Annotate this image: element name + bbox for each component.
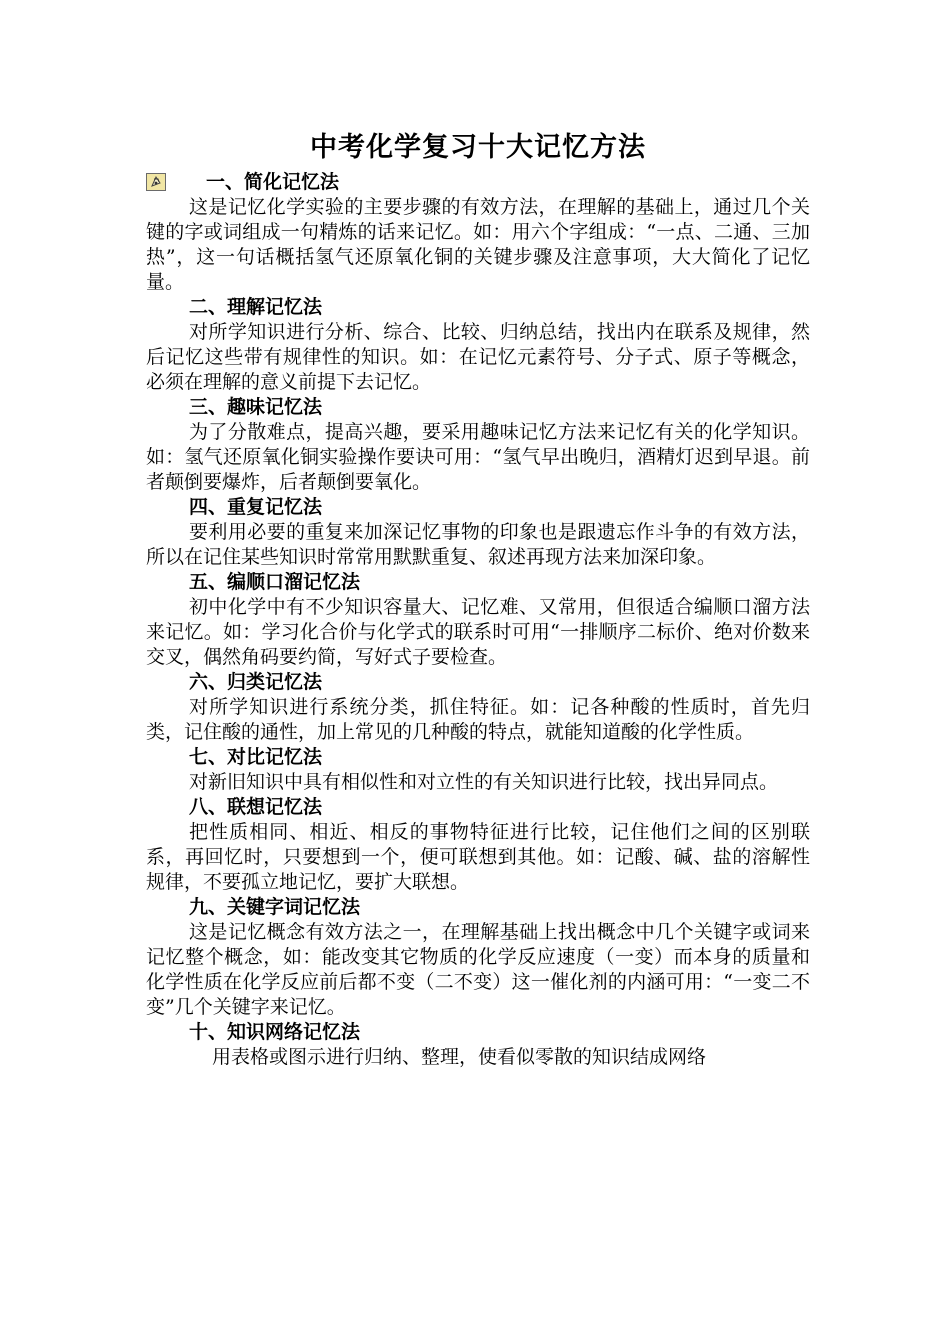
section-text: 用表格或图示进行归纳、整理，使看似零散的知识结成网络 <box>212 1046 707 1068</box>
section-text: 这是记忆概念有效方法之一，在理解基础上找出概念中几个关键字或词来记忆整个概念，如：能改变其它物质的化学反应速度（一变）而本身的质量和化学性质在化学反应前后都不变（二不变）这一催化剂的内涵可用：“一变二不变”几个关键字来记忆。 <box>146 921 810 1018</box>
section-heading: 四、重复记忆法 <box>189 496 323 518</box>
section-heading: 九、关键字词记忆法 <box>189 896 361 918</box>
section-text: 这是记忆化学实验的主要步骤的有效方法，在理解的基础上，通过几个关键的字或词组成一句精炼的话来记忆。如：用六个字组成：“一点、二通、三加热”，这一句话概括氢气还原氧化铜的关键步骤及注意事项，大大简化了记忆量。 <box>146 196 810 293</box>
section-text: 把性质相同、相近、相反的事物特征进行比较，记住他们之间的区别联系，再回忆时，只要想到一个，便可联想到其他。如：记酸、碱、盐的溶解性规律，不要孤立地记忆，要扩大联想。 <box>146 821 810 893</box>
section-3 <box>146 395 810 495</box>
section-5 <box>146 570 810 670</box>
section-6 <box>146 670 810 745</box>
section-7 <box>146 745 810 795</box>
section-heading-text: 一、简化记忆法 <box>206 171 340 193</box>
page-title: 中考化学复习十大记忆方法 <box>310 132 646 163</box>
section-2 <box>146 295 810 395</box>
section-9 <box>146 895 810 1020</box>
section-heading: 十、知识网络记忆法 <box>189 1021 361 1043</box>
section-4 <box>146 495 810 570</box>
section-text: 为了分散难点，提高兴趣，要采用趣味记忆方法来记忆有关的化学知识。如：氢气还原氧化铜实验操作要诀可用：“氢气早出晚归，酒精灯迟到早退。前者颠倒要爆炸，后者颠倒要氧化。 <box>146 421 810 493</box>
section-8 <box>146 795 810 895</box>
section-heading: 五、编顺口溜记忆法 <box>189 571 361 593</box>
section-text: 要利用必要的重复来加深记忆事物的印象也是跟遗忘作斗争的有效方法，所以在记住某些知识时常常用默默重复、叙述再现方法来加深印象。 <box>146 521 810 568</box>
section-text: 对所学知识进行分析、综合、比较、归纳总结，找出内在联系及规律，然后记忆这些带有规律性的知识。如：在记忆元素符号、分子式、原子等概念，必须在理解的意义前提下去记忆。 <box>146 321 810 393</box>
section-text: 初中化学中有不少知识容量大、记忆难、又常用，但很适合编顺口溜方法来记忆。如：学习化合价与化学式的联系时可用“一排顺序二标价、绝对价数来交叉，偶然角码要约简，写好式子要检查。 <box>146 596 810 668</box>
section-10 <box>146 1020 810 1070</box>
section-heading: 六、归类记忆法 <box>189 671 323 693</box>
document-page <box>146 128 810 1070</box>
section-heading: 三、趣味记忆法 <box>189 396 323 418</box>
section-text: 对新旧知识中具有相似性和对立性的有关知识进行比较，找出异同点。 <box>189 771 779 793</box>
section-heading: 七、对比记忆法 <box>189 746 323 768</box>
section-heading <box>146 170 810 195</box>
section-heading: 八、联想记忆法 <box>189 796 323 818</box>
section-heading: 二、理解记忆法 <box>189 296 323 318</box>
section-1 <box>146 170 810 295</box>
section-text: 对所学知识进行系统分类，抓住特征。如：记各种酸的性质时，首先归类，记住酸的通性，加上常见的几种酸的特点，就能知道酸的化学性质。 <box>146 696 810 743</box>
embedded-object-icon <box>146 173 166 191</box>
